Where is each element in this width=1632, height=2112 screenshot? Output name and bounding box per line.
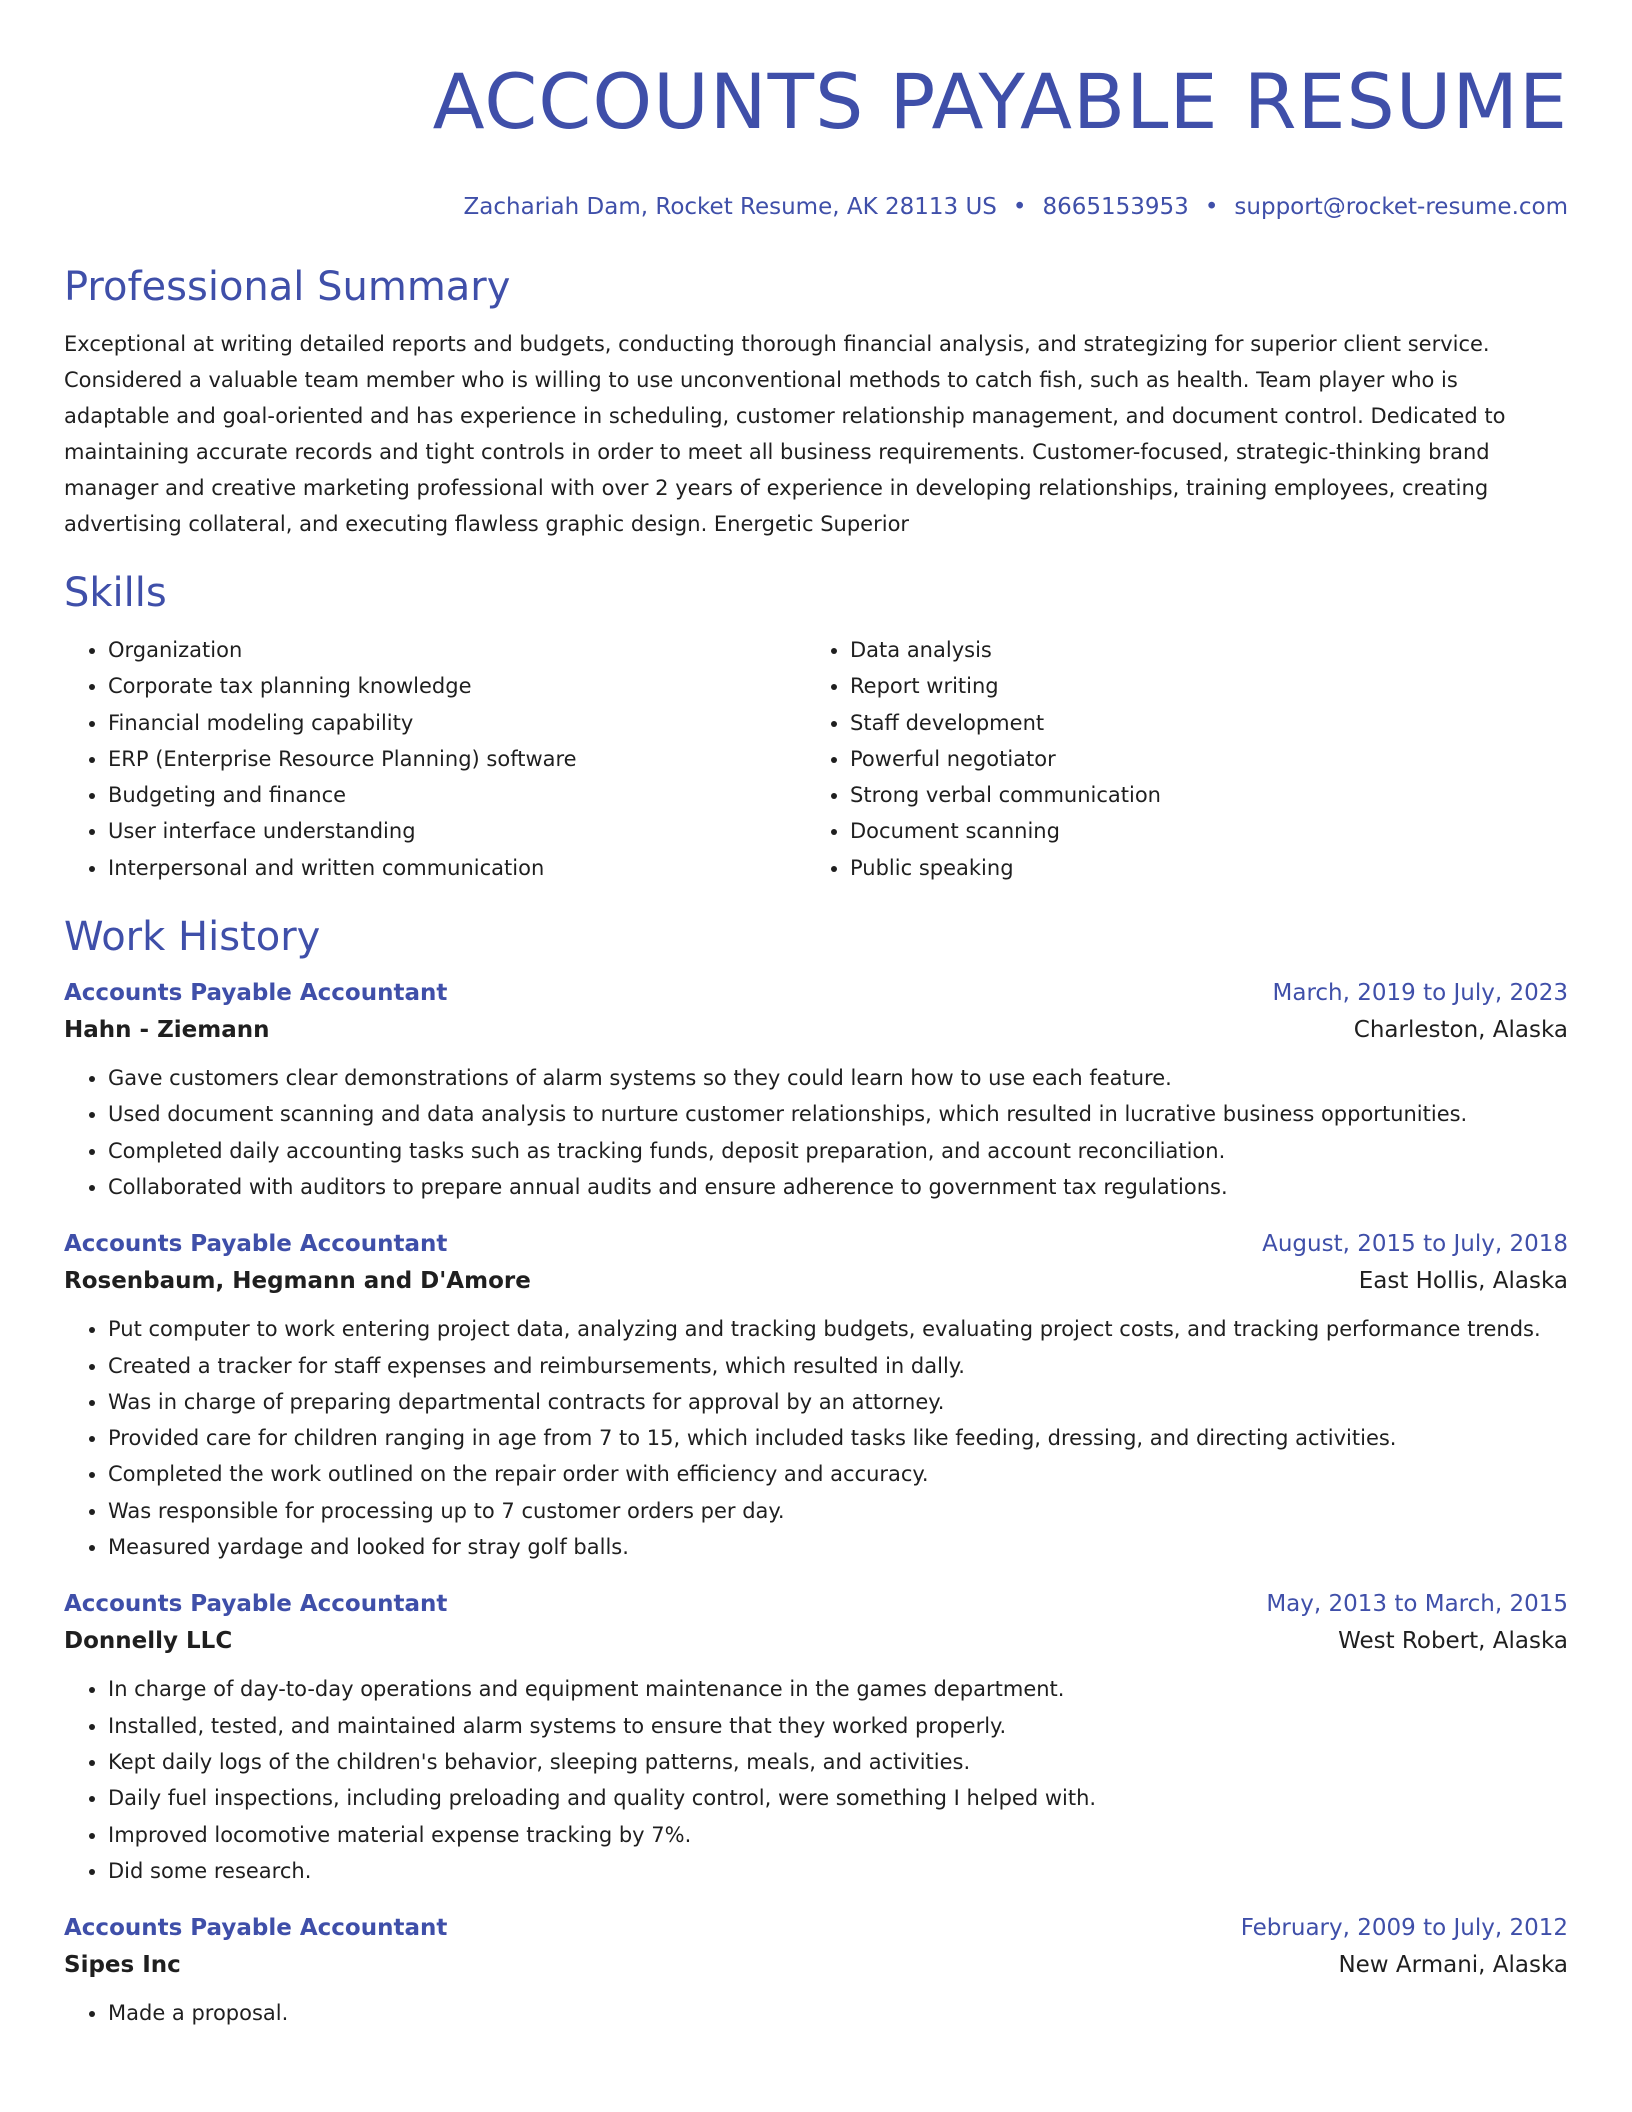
job-subheader bbox=[64, 1010, 1568, 1050]
job-bullet: • Put computer to work entering project data, analyzing and tracking budgets, evaluating project costs, and tracking performance trends. bbox=[108, 1311, 1568, 1347]
contact-separator: • bbox=[1204, 194, 1219, 220]
job-title: Accounts Payable Accountant bbox=[64, 1591, 448, 1618]
job-entry bbox=[64, 976, 1568, 1205]
skill-item: • Financial modeling capability bbox=[108, 705, 806, 741]
skill-item: • Staff development bbox=[850, 705, 1548, 741]
job-subheader bbox=[64, 1261, 1568, 1301]
job-title: Accounts Payable Accountant bbox=[64, 980, 448, 1007]
job-bullet: • Created a tracker for staff expenses and reimbursements, which resulted in dally. bbox=[108, 1348, 1568, 1384]
job-bullets bbox=[64, 1995, 1568, 2031]
job-header bbox=[64, 1227, 1568, 1261]
job-bullet: • Was responsible for processing up to 7 customer orders per day. bbox=[108, 1493, 1568, 1529]
resume-title: ACCOUNTS PAYABLE RESUME bbox=[432, 57, 1568, 146]
job-dates: March, 2019 to July, 2023 bbox=[1272, 980, 1568, 1007]
job-dates: May, 2013 to March, 2015 bbox=[1266, 1591, 1568, 1618]
job-title: Accounts Payable Accountant bbox=[64, 1231, 448, 1258]
contact-line bbox=[64, 192, 1568, 222]
job-company: Hahn - Ziemann bbox=[64, 1017, 270, 1044]
job-header bbox=[64, 1587, 1568, 1621]
job-entry bbox=[64, 1911, 1568, 2031]
job-location: Charleston, Alaska bbox=[1353, 1017, 1568, 1044]
job-bullet: • Completed the work outlined on the repair order with efficiency and accuracy. bbox=[108, 1456, 1568, 1492]
job-bullet: • Measured yardage and looked for stray golf balls. bbox=[108, 1529, 1568, 1565]
skill-item: • Strong verbal communication bbox=[850, 777, 1548, 813]
skill-item: • Budgeting and finance bbox=[108, 777, 806, 813]
job-entry bbox=[64, 1587, 1568, 1889]
job-bullet: • Improved locomotive material expense tracking by 7%. bbox=[108, 1817, 1568, 1853]
job-bullets bbox=[64, 1311, 1568, 1565]
job-bullet: • Gave customers clear demonstrations of alarm systems so they could learn how to use each feature. bbox=[108, 1060, 1568, 1096]
skill-item: • Organization bbox=[108, 632, 806, 668]
skill-item: • Document scanning bbox=[850, 813, 1548, 849]
skills-list-left bbox=[64, 632, 806, 886]
summary-text: Exceptional at writing detailed reports and budgets, conducting thorough financial analysis, and strategizing for superior client service. Considered a valuable team member who is willing to use unconventional methods to catch fish, such as health. Team player who is adaptable and goal-oriented and has experience in scheduling, customer relationship management, and document control. Dedicated to maintaining accurate records and tight controls in order to meet all business requirements. Customer-focused, strategic-thinking brand manager and creative marketing professional with over 2 years of experience in developing relationships, training employees, creating advertising collateral, and executing flawless graphic design. Energetic Superior bbox=[64, 332, 1506, 536]
job-bullet: • Kept daily logs of the children's behavior, sleeping patterns, meals, and activities. bbox=[108, 1744, 1568, 1780]
job-bullet: • Completed daily accounting tasks such as tracking funds, deposit preparation, and account reconciliation. bbox=[108, 1133, 1568, 1169]
job-dates: August, 2015 to July, 2018 bbox=[1262, 1231, 1568, 1258]
job-bullet: • Was in charge of preparing departmental contracts for approval by an attorney. bbox=[108, 1384, 1568, 1420]
job-company: Donnelly LLC bbox=[64, 1628, 233, 1655]
job-bullet: • In charge of day-to-day operations and equipment maintenance in the games department. bbox=[108, 1671, 1568, 1707]
skill-item: • User interface understanding bbox=[108, 813, 806, 849]
skill-item: • Powerful negotiator bbox=[850, 741, 1548, 777]
job-bullet: • Provided care for children ranging in age from 7 to 15, which included tasks like feeding, dressing, and directing activities. bbox=[108, 1420, 1568, 1456]
job-company: Rosenbaum, Hegmann and D'Amore bbox=[64, 1268, 531, 1295]
job-bullet: • Used document scanning and data analysis to nurture customer relationships, which resulted in lucrative business opportunities. bbox=[108, 1096, 1568, 1132]
job-bullet: • Did some research. bbox=[108, 1853, 1568, 1889]
job-header bbox=[64, 976, 1568, 1010]
contact-address: Zachariah Dam, Rocket Resume, AK 28113 US bbox=[463, 194, 997, 220]
contact-email: support@rocket-resume.com bbox=[1234, 194, 1568, 220]
job-location: New Armani, Alaska bbox=[1338, 1952, 1568, 1979]
skills-columns bbox=[64, 632, 1568, 886]
skill-item: • ERP (Enterprise Resource Planning) software bbox=[108, 741, 806, 777]
job-location: West Robert, Alaska bbox=[1338, 1628, 1568, 1655]
job-location: East Hollis, Alaska bbox=[1358, 1268, 1568, 1295]
skill-item: • Report writing bbox=[850, 668, 1548, 704]
contact-separator: • bbox=[1012, 194, 1027, 220]
job-bullets bbox=[64, 1060, 1568, 1205]
skills-heading: Skills bbox=[64, 570, 167, 616]
job-header bbox=[64, 1911, 1568, 1945]
job-bullet: • Collaborated with auditors to prepare annual audits and ensure adherence to government tax regulations. bbox=[108, 1169, 1568, 1205]
skill-item: • Corporate tax planning knowledge bbox=[108, 668, 806, 704]
contact-phone: 8665153953 bbox=[1042, 194, 1189, 220]
skill-item: • Interpersonal and written communication bbox=[108, 850, 806, 886]
job-subheader bbox=[64, 1621, 1568, 1661]
job-dates: February, 2009 to July, 2012 bbox=[1240, 1915, 1568, 1942]
job-bullet: • Installed, tested, and maintained alarm systems to ensure that they worked properly. bbox=[108, 1708, 1568, 1744]
job-title: Accounts Payable Accountant bbox=[64, 1915, 448, 1942]
job-subheader bbox=[64, 1945, 1568, 1985]
skill-item: • Data analysis bbox=[850, 632, 1548, 668]
job-bullet: • Made a proposal. bbox=[108, 1995, 1568, 2031]
job-bullets bbox=[64, 1671, 1568, 1889]
skills-list-right bbox=[806, 632, 1548, 886]
summary-heading: Professional Summary bbox=[64, 264, 511, 310]
work-history-heading: Work History bbox=[64, 914, 321, 961]
job-company: Sipes Inc bbox=[64, 1952, 181, 1979]
job-bullet: • Daily fuel inspections, including preloading and quality control, were something I helped with. bbox=[108, 1780, 1568, 1816]
job-entry bbox=[64, 1227, 1568, 1565]
skill-item: • Public speaking bbox=[850, 850, 1548, 886]
